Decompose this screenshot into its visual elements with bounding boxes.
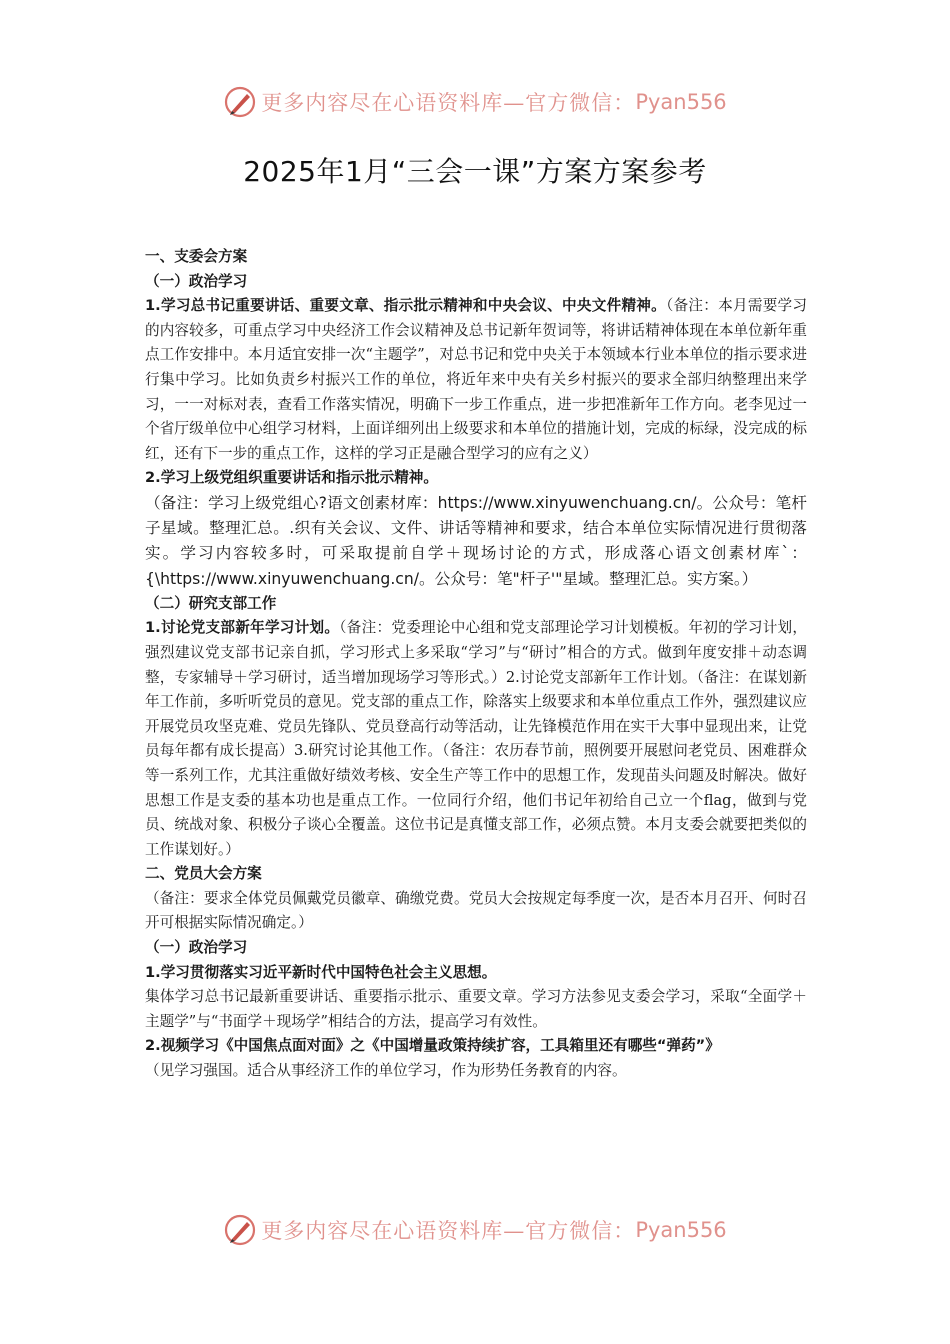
banner-code: Pyan556 — [635, 1218, 727, 1242]
section-heading-1: 一、支委会方案 — [145, 248, 248, 265]
banner-text: 更多内容尽在心语资料库—官方微信： — [261, 91, 636, 115]
item-title: 1.讨论党支部新年学习计划。 — [145, 619, 340, 637]
paragraph: （备注：要求全体党员佩戴党员徽章、确缴党费。党员大会按规定每季度一次，是否本月召开、何时召开可根据实际情况确定。） — [145, 889, 807, 932]
document-body — [145, 245, 807, 1084]
item-title: 2.视频学习《中国焦点面对面》之《中国增量政策持续扩容，工具箱里还有哪些“弹药”》 — [145, 1037, 720, 1055]
page-title: 2025年1月“三会一课”方案方案参考 — [243, 155, 707, 188]
paragraph: 集体学习总书记最新重要讲话、重要指示批示、重要文章。学习方法参见支委会学习，采取“全面学＋主题学”与“书面学＋现场学”相结合的方法，提高学习有效性。 — [145, 988, 807, 1030]
item-note: （备注：本月需要学习的内容较多，可重点学习中央经济工作会议精神及总书记新年贺词等，将讲话精神体现在本单位新年重点工作安排中。本月适宜安排一次“主题学”，对总书记和党中央关于本领域本行业本单位的指示要求进行集中学习。比如负责乡村振兴工作的单位，将近年来中央有关乡村振兴的要求全部归纳整理出来学习，一一对标对表，查看工作落实情况，明确下一步工作重点，进一步把准新年工作方向。老李见过一个省厅级单位中心组学习材料，上面详细列出上级要求和本单位的措施计划，完成的标绿，没完成的标红，还有下一步的重点工作，这样的学习正是融合型学习的应有之义） — [145, 297, 808, 462]
paragraph — [145, 294, 807, 466]
item-title: 1.学习总书记重要讲话、重要文章、指示批示精神和中央会议、中央文件精神。 — [145, 297, 667, 315]
pen-logo-icon — [223, 85, 257, 119]
footer-banner — [0, 1210, 950, 1250]
item-title: 2.学习上级党组织重要讲话和指示批示精神。 — [145, 469, 438, 487]
subsection-heading: （二）研究支部工作 — [145, 594, 277, 612]
pen-logo-icon — [223, 1213, 257, 1247]
subsection-heading: （一）政治学习 — [145, 272, 248, 290]
section-heading-2: 二、党员大会方案 — [145, 865, 262, 883]
item-title: 1.学习贯彻落实习近平新时代中国特色社会主义思想。 — [145, 963, 497, 981]
header-banner — [0, 82, 950, 122]
paragraph: （见学习强国。适合从事经济工作的单位学习，作为形势任务教育的内容。 — [145, 1062, 627, 1080]
item-note: （备注：学习上级党组心?语文创素材库：https://www.xinyuwenchuang.cn/。公众号：笔杆子星域。整理汇总。.织有关会议、文件、讲话等精神和要求，结合本单位实际情况进行贯彻落实。学习内容较多时，可采取提前自学＋现场讨论的方式，形成落心语文创素材库`：{\https://www.xinyuwenchuang.cn/。公众号：笔"杆子'"星域。整理汇总。实方案。） — [145, 493, 807, 588]
banner-text: 更多内容尽在心语资料库—官方微信： — [261, 1219, 636, 1243]
banner-code: Pyan556 — [635, 90, 727, 114]
subsection-heading: （一）政治学习 — [145, 939, 248, 957]
item-note: （备注：党委理论中心组和党支部理论学习计划模板。年初的学习计划，强烈建议党支部书记亲自抓，学习形式上多采取“学习”与“研讨”相合的方式。做到年度安排＋动态调整，专家辅导＋学习研讨，适当增加现场学习等形式。）2.讨论党支部新年工作计划。（备注：在谋划新年工作前，多听听党员的意见。党支部的重点工作，除落实上级要求和本单位重点工作外，强烈建议应开展党员攻坚克难、党员先锋队、党员登高行动等活动，让先锋模范作用在实干大事中显现出来，让党员每年都有成长提高）3.研究讨论其他工作。（备注：农历春节前，照例要开展慰问老党员、困难群众等一系列工作，尤其注重做好绩效考核、安全生产等工作中的思想工作，发现苗头问题及时解决。做好思想工作是支委的基本功也是重点工作。一位同行介绍，他们书记年初给自己立一个flag，做到与党员、统战对象、积极分子谈心全覆盖。这位书记是真懂支部工作，必须点赞。本月支委会就要把类似的工作谋划好。） — [145, 619, 808, 858]
paragraph — [145, 616, 807, 862]
